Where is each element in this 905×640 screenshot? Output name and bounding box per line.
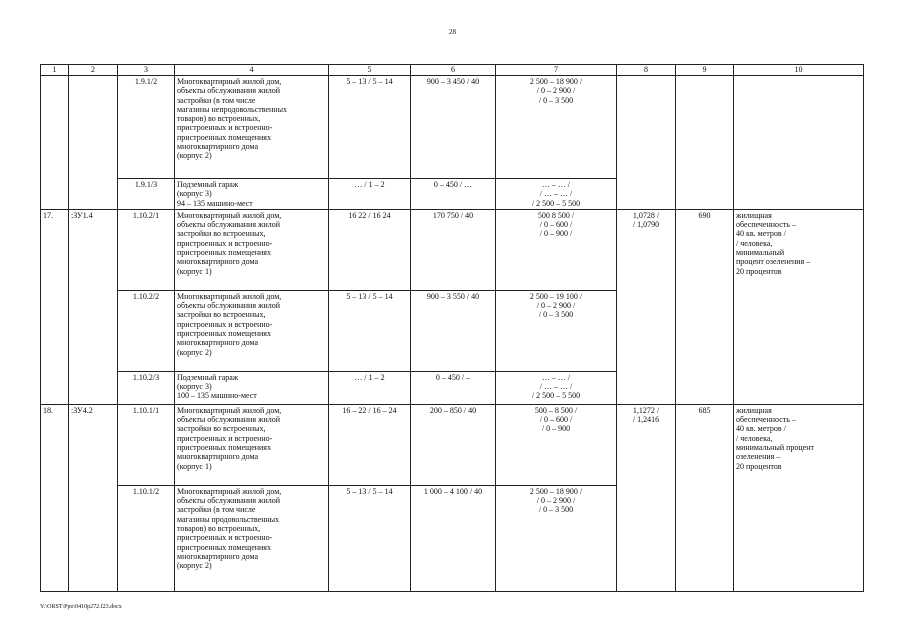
table-cell	[734, 76, 864, 210]
table-cell: 2 500 – 18 900 / / 0 – 2 900 / / 0 – 3 500	[496, 76, 617, 179]
table-cell: 0 – 450 / –	[411, 371, 496, 404]
notes-cell: жилищная обеспеченность – 40 кв. метров / / человека, минимальный процент озеленения – 20 процентов	[734, 404, 864, 591]
count-cell: 690	[676, 209, 734, 404]
header-cell: 4	[175, 65, 329, 76]
table-cell: 500 8 500 / / 0 – 600 / / 0 – 900 /	[496, 209, 617, 290]
table-cell: … – … / / … – … / / 2 500 – 5 500	[496, 179, 617, 210]
table-cell: 1.10.2/3	[118, 371, 175, 404]
table-cell: 16 22 / 16 24	[329, 209, 411, 290]
header-cell: 5	[329, 65, 411, 76]
table-cell: 900 – 3 550 / 40	[411, 290, 496, 371]
header-cell: 2	[69, 65, 118, 76]
header-cell: 9	[676, 65, 734, 76]
table-cell: 5 – 13 / 5 – 14	[329, 76, 411, 179]
table-cell: 170 750 / 40	[411, 209, 496, 290]
plot-id: :ЗУ1.4	[69, 209, 118, 404]
table-cell: 200 – 850 / 40	[411, 404, 496, 485]
table-cell: 2 500 – 19 100 / / 0 – 2 900 / / 0 – 3 500	[496, 290, 617, 371]
table-row	[41, 404, 864, 485]
row-number: 17.	[41, 209, 69, 404]
header-cell: 10	[734, 65, 864, 76]
header-cell: 7	[496, 65, 617, 76]
file-path-footer: Y:\ORST\Ppo\0410p272.f23.docx	[40, 604, 122, 610]
table-cell: 1.9.1/3	[118, 179, 175, 210]
table-cell: 2 500 – 18 900 / / 0 – 2 900 / / 0 – 3 500	[496, 485, 617, 591]
table-row	[41, 209, 864, 290]
table-cell: … – … / / … – … / / 2 500 – 5 500	[496, 371, 617, 404]
row-number: 18.	[41, 404, 69, 591]
header-cell: 1	[41, 65, 69, 76]
table-cell: Многоквартирный жилой дом, объекты обслуживания жилой застройки (в том числе магазины непродовольственных товаров) во встроенных, пристроенных и встроенно- пристроенных помещениях многоквартирного дома (корпус 2)	[175, 76, 329, 179]
table-cell: Многоквартирный жилой дом, объекты обслуживания жилой застройки во встроенных, пристроенных и встроенно- пристроенных помещениях многоквартирного дома (корпус 2)	[175, 290, 329, 371]
table-cell: 900 – 3 450 / 40	[411, 76, 496, 179]
table-cell: 1 000 – 4 100 / 40	[411, 485, 496, 591]
table-cell: … / 1 – 2	[329, 179, 411, 210]
table-cell	[41, 76, 69, 210]
notes-cell: жилищная обеспеченность – 40 кв. метров / / человека, минимальный процент озеленения – 20 процентов	[734, 209, 864, 404]
table-cell: 500 – 8 500 / / 0 – 600 / / 0 – 900	[496, 404, 617, 485]
table-cell: 1.10.1/2	[118, 485, 175, 591]
table-row	[41, 76, 864, 179]
table-cell: Многоквартирный жилой дом, объекты обслуживания жилой застройки (в том числе магазины продовольственных товаров) во встроенных, пристроенных и встроенно- пристроенных помещениях многоквартирного дома (корпус 2)	[175, 485, 329, 591]
table-cell: Многоквартирный жилой дом, объекты обслуживания жилой застройки во встроенных, пристроенных и встроенно- пристроенных помещениях многоквартирного дома (корпус 1)	[175, 404, 329, 485]
table-cell	[617, 76, 676, 210]
table-cell: 0 – 450 / …	[411, 179, 496, 210]
table-cell: 1.10.2/2	[118, 290, 175, 371]
table-cell: 1.9.1/2	[118, 76, 175, 179]
area-cell: 1,1272 / / 1,2416	[617, 404, 676, 591]
table-cell: 5 – 13 / 5 – 14	[329, 485, 411, 591]
land-plot-table	[40, 64, 864, 592]
table-cell	[676, 76, 734, 210]
area-cell: 1,0728 / / 1,0790	[617, 209, 676, 404]
header-cell: 8	[617, 65, 676, 76]
table-cell: Подземный гараж (корпус 3) 94 – 135 машино-мест	[175, 179, 329, 210]
table-cell: … / 1 – 2	[329, 371, 411, 404]
count-cell: 685	[676, 404, 734, 591]
table-cell: Подземный гараж (корпус 3) 100 – 135 машино-мест	[175, 371, 329, 404]
page-number: 28	[449, 28, 456, 36]
header-cell: 6	[411, 65, 496, 76]
table-cell: 5 – 13 / 5 – 14	[329, 290, 411, 371]
plot-id: :ЗУ4.2	[69, 404, 118, 591]
header-cell: 3	[118, 65, 175, 76]
table-cell	[69, 76, 118, 210]
table-cell: 1.10.2/1	[118, 209, 175, 290]
table-cell: Многоквартирный жилой дом, объекты обслуживания жилой застройки во встроенных, пристроенных и встроенно- пристроенных помещениях многоквартирного дома (корпус 1)	[175, 209, 329, 290]
table-cell: 1.10.1/1	[118, 404, 175, 485]
table-cell: 16 – 22 / 16 – 24	[329, 404, 411, 485]
header-row	[41, 65, 864, 76]
